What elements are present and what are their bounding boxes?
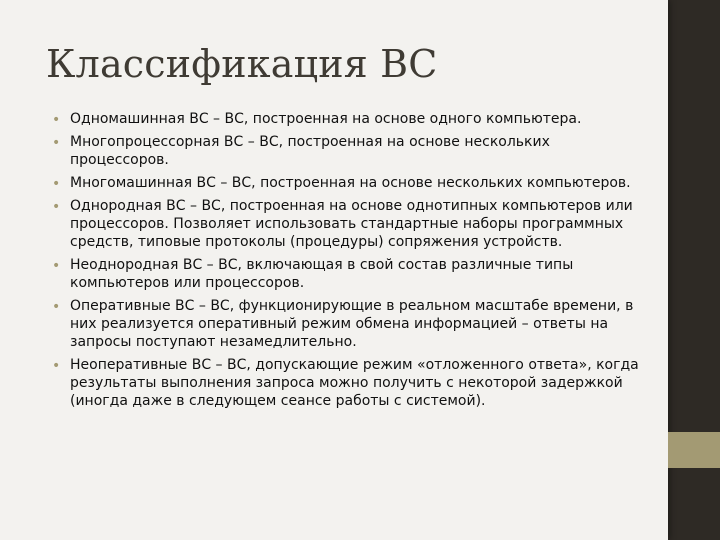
list-item <box>50 297 640 351</box>
list-item <box>50 110 640 128</box>
term-label: Однородная ВС <box>70 198 186 214</box>
list-item <box>50 174 640 192</box>
bullet-icon: • <box>52 135 61 151</box>
bullet-icon: • <box>52 358 61 374</box>
bullet-list <box>50 110 640 415</box>
term-label: Многопроцессорная ВС <box>70 134 244 150</box>
term-description: – ВС, построенная на основе однотипных компьютеров или процессоров. Позволяет использовать стандартные наборы программных средств, типовые протоколы (процедуры) сопряжения устройств. <box>70 198 633 250</box>
term-description: – ВС, построенная на основе одного компьютера. <box>208 111 582 127</box>
bullet-icon: • <box>52 112 61 128</box>
term-description: – ВС, допускающие режим «отложенного ответа», когда результаты выполнения запроса можно получить с некоторой задержкой (иногда даже в следующем сеансе работы с системой). <box>70 357 639 409</box>
bullet-icon: • <box>52 299 61 315</box>
accent-bar <box>668 432 720 468</box>
term-label: Неоперативные ВС <box>70 357 212 373</box>
term-label: Оперативные ВС <box>70 298 195 314</box>
term-description: – ВС, функционирующие в реальном масштабе времени, в них реализуется оперативный режим обмена информацией – ответы на запросы поступают незамедлительно. <box>70 298 634 350</box>
term-label: Неоднородная ВС <box>70 257 203 273</box>
slide-title: Классификация ВС <box>46 42 438 86</box>
bullet-icon: • <box>52 199 61 215</box>
list-item <box>50 197 640 251</box>
term-label: Многомашинная ВС <box>70 175 216 191</box>
bullet-icon: • <box>52 176 61 192</box>
term-description: – ВС, включающая в свой состав различные типы компьютеров или процессоров. <box>70 257 574 291</box>
term-description: – ВС, построенная на основе нескольких процессоров. <box>70 134 550 168</box>
list-item <box>50 256 640 292</box>
term-description: – ВС, построенная на основе нескольких компьютеров. <box>215 175 631 191</box>
term-label: Одномашинная ВС <box>70 111 209 127</box>
list-item <box>50 133 640 169</box>
list-item <box>50 356 640 410</box>
bullet-icon: • <box>52 258 61 274</box>
